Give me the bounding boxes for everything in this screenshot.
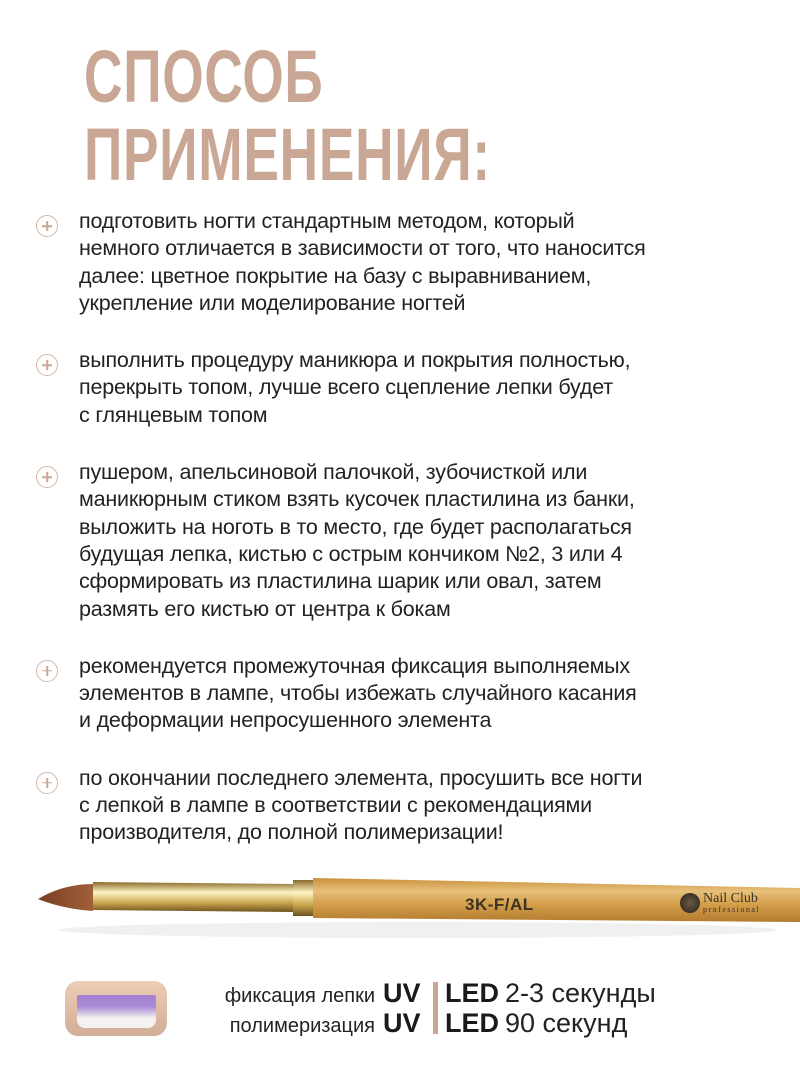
step-text-line: размять его кистью от центра к бокам (79, 596, 451, 621)
step-text-line: подготовить ногти стандартным методом, который (79, 209, 575, 233)
step-text-line: выполнить процедуру маникюра и покрытия полностью, (79, 348, 631, 373)
curing-row (188, 978, 656, 1008)
step-item (34, 208, 794, 317)
uv-label: UV (383, 978, 421, 1008)
step-text-line: будущая лепка, кистью с острым кончиком №2, 3 или 4 (79, 541, 623, 566)
plus-circle-icon (36, 466, 58, 488)
plus-circle-icon (36, 772, 58, 794)
brand-name: Nail Club (703, 891, 758, 906)
step-text-line: маникюрным стиком взять кусочек пластилина из банки, (79, 487, 635, 512)
brand-emblem-icon (680, 893, 700, 913)
plus-circle-icon (36, 215, 58, 237)
step-text-line: рекомендуется промежуточная фиксация выполняемых (79, 653, 630, 678)
step-item (34, 459, 794, 623)
step-text-line: и деформации непросушенного элемента (79, 708, 492, 733)
curing-label: фиксация лепки (224, 985, 375, 1007)
step-item (34, 653, 794, 735)
curing-time: 90 секунд (505, 1008, 628, 1038)
led-label: LED (445, 978, 499, 1008)
step-text-line: перекрыть топом, лучше всего сцепление лепки будет (79, 375, 613, 400)
step-text-line: с лепкой в лампе в соответствии с рекомендациями (79, 793, 592, 818)
brand-logo (680, 892, 760, 914)
step-text-line: укрепление или моделирование ногтей (79, 290, 466, 315)
plus-circle-icon (36, 354, 58, 376)
step-text-line: элементов в лампе, чтобы избежать случайного касания (79, 681, 637, 706)
lamp-light-icon (77, 995, 156, 1028)
brush-model-label: 3K-F/AL (465, 895, 534, 914)
uv-lamp-icon (65, 981, 167, 1036)
step-text-line: сформировать из пластилина шарик или овал, затем (79, 569, 602, 594)
step-text-line: далее: цветное покрытие на базу с выравниванием, (79, 263, 592, 288)
brand-subtitle: professional (703, 905, 761, 914)
step-text-line: выложить на ноготь в то место, где будет располагаться (79, 514, 632, 539)
led-label: LED (445, 1008, 499, 1038)
title-line-1: СПОСОБ (84, 35, 324, 118)
uv-label: UV (383, 1008, 421, 1038)
curing-info (188, 978, 656, 1038)
curing-label: полимеризация (229, 1015, 375, 1037)
curing-row (188, 1008, 656, 1038)
step-item (34, 347, 794, 429)
step-text-line: по окончании последнего элемента, просушить все ногти (79, 765, 643, 790)
step-text-line: пушером, апельсиновой палочкой, зубочисткой или (79, 460, 588, 485)
step-item (34, 765, 794, 847)
plus-circle-icon (36, 660, 58, 682)
steps-list (34, 208, 794, 877)
page-title (84, 35, 491, 196)
step-text-line: немного отличается в зависимости от того, что наносится (79, 236, 646, 261)
step-text-line: производителя, до полной полимеризации! (79, 820, 504, 845)
curing-time: 2-3 секунды (505, 978, 656, 1008)
title-line-2: ПРИМЕНЕНИЯ: (84, 113, 491, 196)
step-text-line: с глянцевым топом (79, 402, 268, 427)
